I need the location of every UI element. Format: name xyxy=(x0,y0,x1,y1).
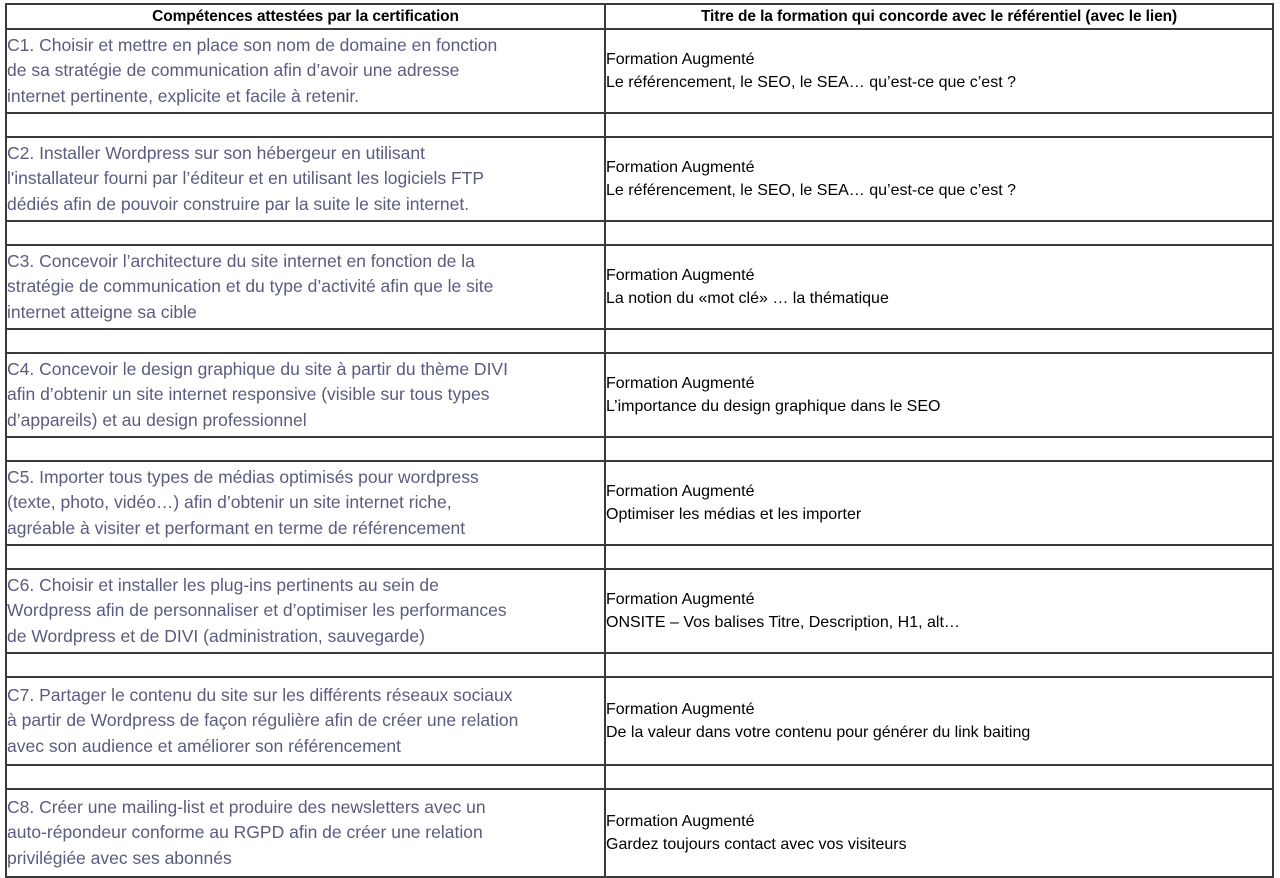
spacer-cell-right xyxy=(605,545,1273,569)
table-row xyxy=(6,569,1273,653)
spacer-cell-left xyxy=(6,765,605,789)
spacer-cell-right xyxy=(605,653,1273,677)
competence-line: de sa stratégie de communication afin d’avoir une adresse xyxy=(7,60,460,81)
table-row xyxy=(6,353,1273,437)
table-row xyxy=(6,29,1273,113)
formation-title: Le référencement, le SEO, le SEA… qu’est-ce que c’est ? xyxy=(606,74,1016,91)
spacer-cell-right xyxy=(605,221,1273,245)
spacer-row xyxy=(6,437,1273,461)
competence-line: C3. Concevoir l’architecture du site internet en fonction de la xyxy=(7,250,475,271)
formation-provider: Formation Augmenté xyxy=(606,813,755,830)
formation-title: ONSITE – Vos balises Titre, Description, H1, alt… xyxy=(606,614,960,631)
spacer-cell-left xyxy=(6,113,605,137)
spacer-cell-right xyxy=(605,765,1273,789)
spacer-row xyxy=(6,113,1273,137)
formation-provider: Formation Augmenté xyxy=(606,701,755,718)
formation-provider: Formation Augmenté xyxy=(606,483,755,500)
spacer-cell-left xyxy=(6,653,605,677)
formation-cell-c6 xyxy=(605,569,1273,653)
competence-line: agréable à visiter et performant en terme de référencement xyxy=(7,517,466,538)
competence-line: (texte, photo, vidéo…) afin d’obtenir un site internet riche, xyxy=(7,492,452,513)
competence-cell-c2 xyxy=(6,137,605,221)
spacer-cell-right xyxy=(605,329,1273,353)
formation-cell-c4 xyxy=(605,353,1273,437)
certification-reference-table xyxy=(5,3,1274,878)
competence-line: internet atteigne sa cible xyxy=(7,301,197,322)
table-row xyxy=(6,677,1273,765)
formation-cell-c5 xyxy=(605,461,1273,545)
spacer-row xyxy=(6,765,1273,789)
competence-line: Wordpress afin de personnaliser et d’optimiser les performances xyxy=(7,600,507,621)
competence-line: stratégie de communication et du type d’activité afin que le site xyxy=(7,276,494,297)
formation-provider: Formation Augmenté xyxy=(606,375,755,392)
formation-cell-c2 xyxy=(605,137,1273,221)
spacer-cell-left xyxy=(6,437,605,461)
competence-cell-c4 xyxy=(6,353,605,437)
table-row xyxy=(6,461,1273,545)
competence-cell-c1 xyxy=(6,29,605,113)
competence-line: internet pertinente, explicite et facile à retenir. xyxy=(7,85,360,106)
spacer-cell-left xyxy=(6,545,605,569)
competence-cell-c8 xyxy=(6,789,605,877)
column-header-competences: Compétences attestées par la certification xyxy=(6,4,605,29)
table-body xyxy=(6,29,1273,877)
header-row xyxy=(6,4,1273,29)
competence-line: l'installateur fourni par l’éditeur et en utilisant les logiciels FTP xyxy=(7,168,485,189)
competence-cell-c5 xyxy=(6,461,605,545)
spacer-row xyxy=(6,545,1273,569)
column-header-formation: Titre de la formation qui concorde avec le référentiel (avec le lien) xyxy=(605,4,1273,29)
competence-line: C5. Importer tous types de médias optimisés pour wordpress xyxy=(7,466,479,487)
formation-title: Le référencement, le SEO, le SEA… qu’est-ce que c’est ? xyxy=(606,182,1016,199)
competence-cell-c3 xyxy=(6,245,605,329)
competence-line: C6. Choisir et installer les plug-ins pertinents au sein de xyxy=(7,574,439,595)
formation-title: De la valeur dans votre contenu pour générer du link baiting xyxy=(606,724,1031,741)
table-row xyxy=(6,245,1273,329)
spacer-cell-right xyxy=(605,113,1273,137)
formation-title: Optimiser les médias et les importer xyxy=(606,506,862,523)
table-row xyxy=(6,789,1273,877)
table-row xyxy=(6,137,1273,221)
competence-line: d’appareils) et au design professionnel xyxy=(7,409,307,430)
spacer-row xyxy=(6,221,1273,245)
competence-line: C7. Partager le contenu du site sur les différents réseaux sociaux xyxy=(7,684,513,705)
formation-title: Gardez toujours contact avec vos visiteurs xyxy=(606,836,907,853)
competence-cell-c7 xyxy=(6,677,605,765)
spacer-cell-left xyxy=(6,221,605,245)
competence-cell-c6 xyxy=(6,569,605,653)
formation-cell-c7 xyxy=(605,677,1273,765)
competence-line: auto-répondeur conforme au RGPD afin de créer une relation xyxy=(7,822,483,843)
competence-line: de Wordpress et de DIVI (administration, sauvegarde) xyxy=(7,625,425,646)
formation-cell-c3 xyxy=(605,245,1273,329)
competence-line: C8. Créer une mailing-list et produire des newsletters avec un xyxy=(7,796,486,817)
competence-line: avec son audience et améliorer son référencement xyxy=(7,735,401,756)
competence-line: C4. Concevoir le design graphique du site à partir du thème DIVI xyxy=(7,358,508,379)
competence-line: privilégiée avec ses abonnés xyxy=(7,847,232,868)
formation-cell-c8 xyxy=(605,789,1273,877)
competence-line: dédiés afin de pouvoir construire par la suite le site internet. xyxy=(7,193,470,214)
formation-title: L’importance du design graphique dans le SEO xyxy=(606,398,941,415)
formation-provider: Formation Augmenté xyxy=(606,51,755,68)
competence-line: afin d’obtenir un site internet responsive (visible sur tous types xyxy=(7,384,490,405)
spacer-cell-left xyxy=(6,329,605,353)
spacer-row xyxy=(6,653,1273,677)
spacer-row xyxy=(6,329,1273,353)
competence-line: C2. Installer Wordpress sur son hébergeur en utilisant xyxy=(7,142,425,163)
formation-title: La notion du «mot clé» … la thématique xyxy=(606,290,889,307)
competence-line: C1. Choisir et mettre en place son nom de domaine en fonction xyxy=(7,34,498,55)
formation-provider: Formation Augmenté xyxy=(606,591,755,608)
formation-provider: Formation Augmenté xyxy=(606,159,755,176)
formation-cell-c1 xyxy=(605,29,1273,113)
competence-line: à partir de Wordpress de façon régulière afin de créer une relation xyxy=(7,710,519,731)
formation-provider: Formation Augmenté xyxy=(606,267,755,284)
table-header xyxy=(6,4,1273,29)
spacer-cell-right xyxy=(605,437,1273,461)
